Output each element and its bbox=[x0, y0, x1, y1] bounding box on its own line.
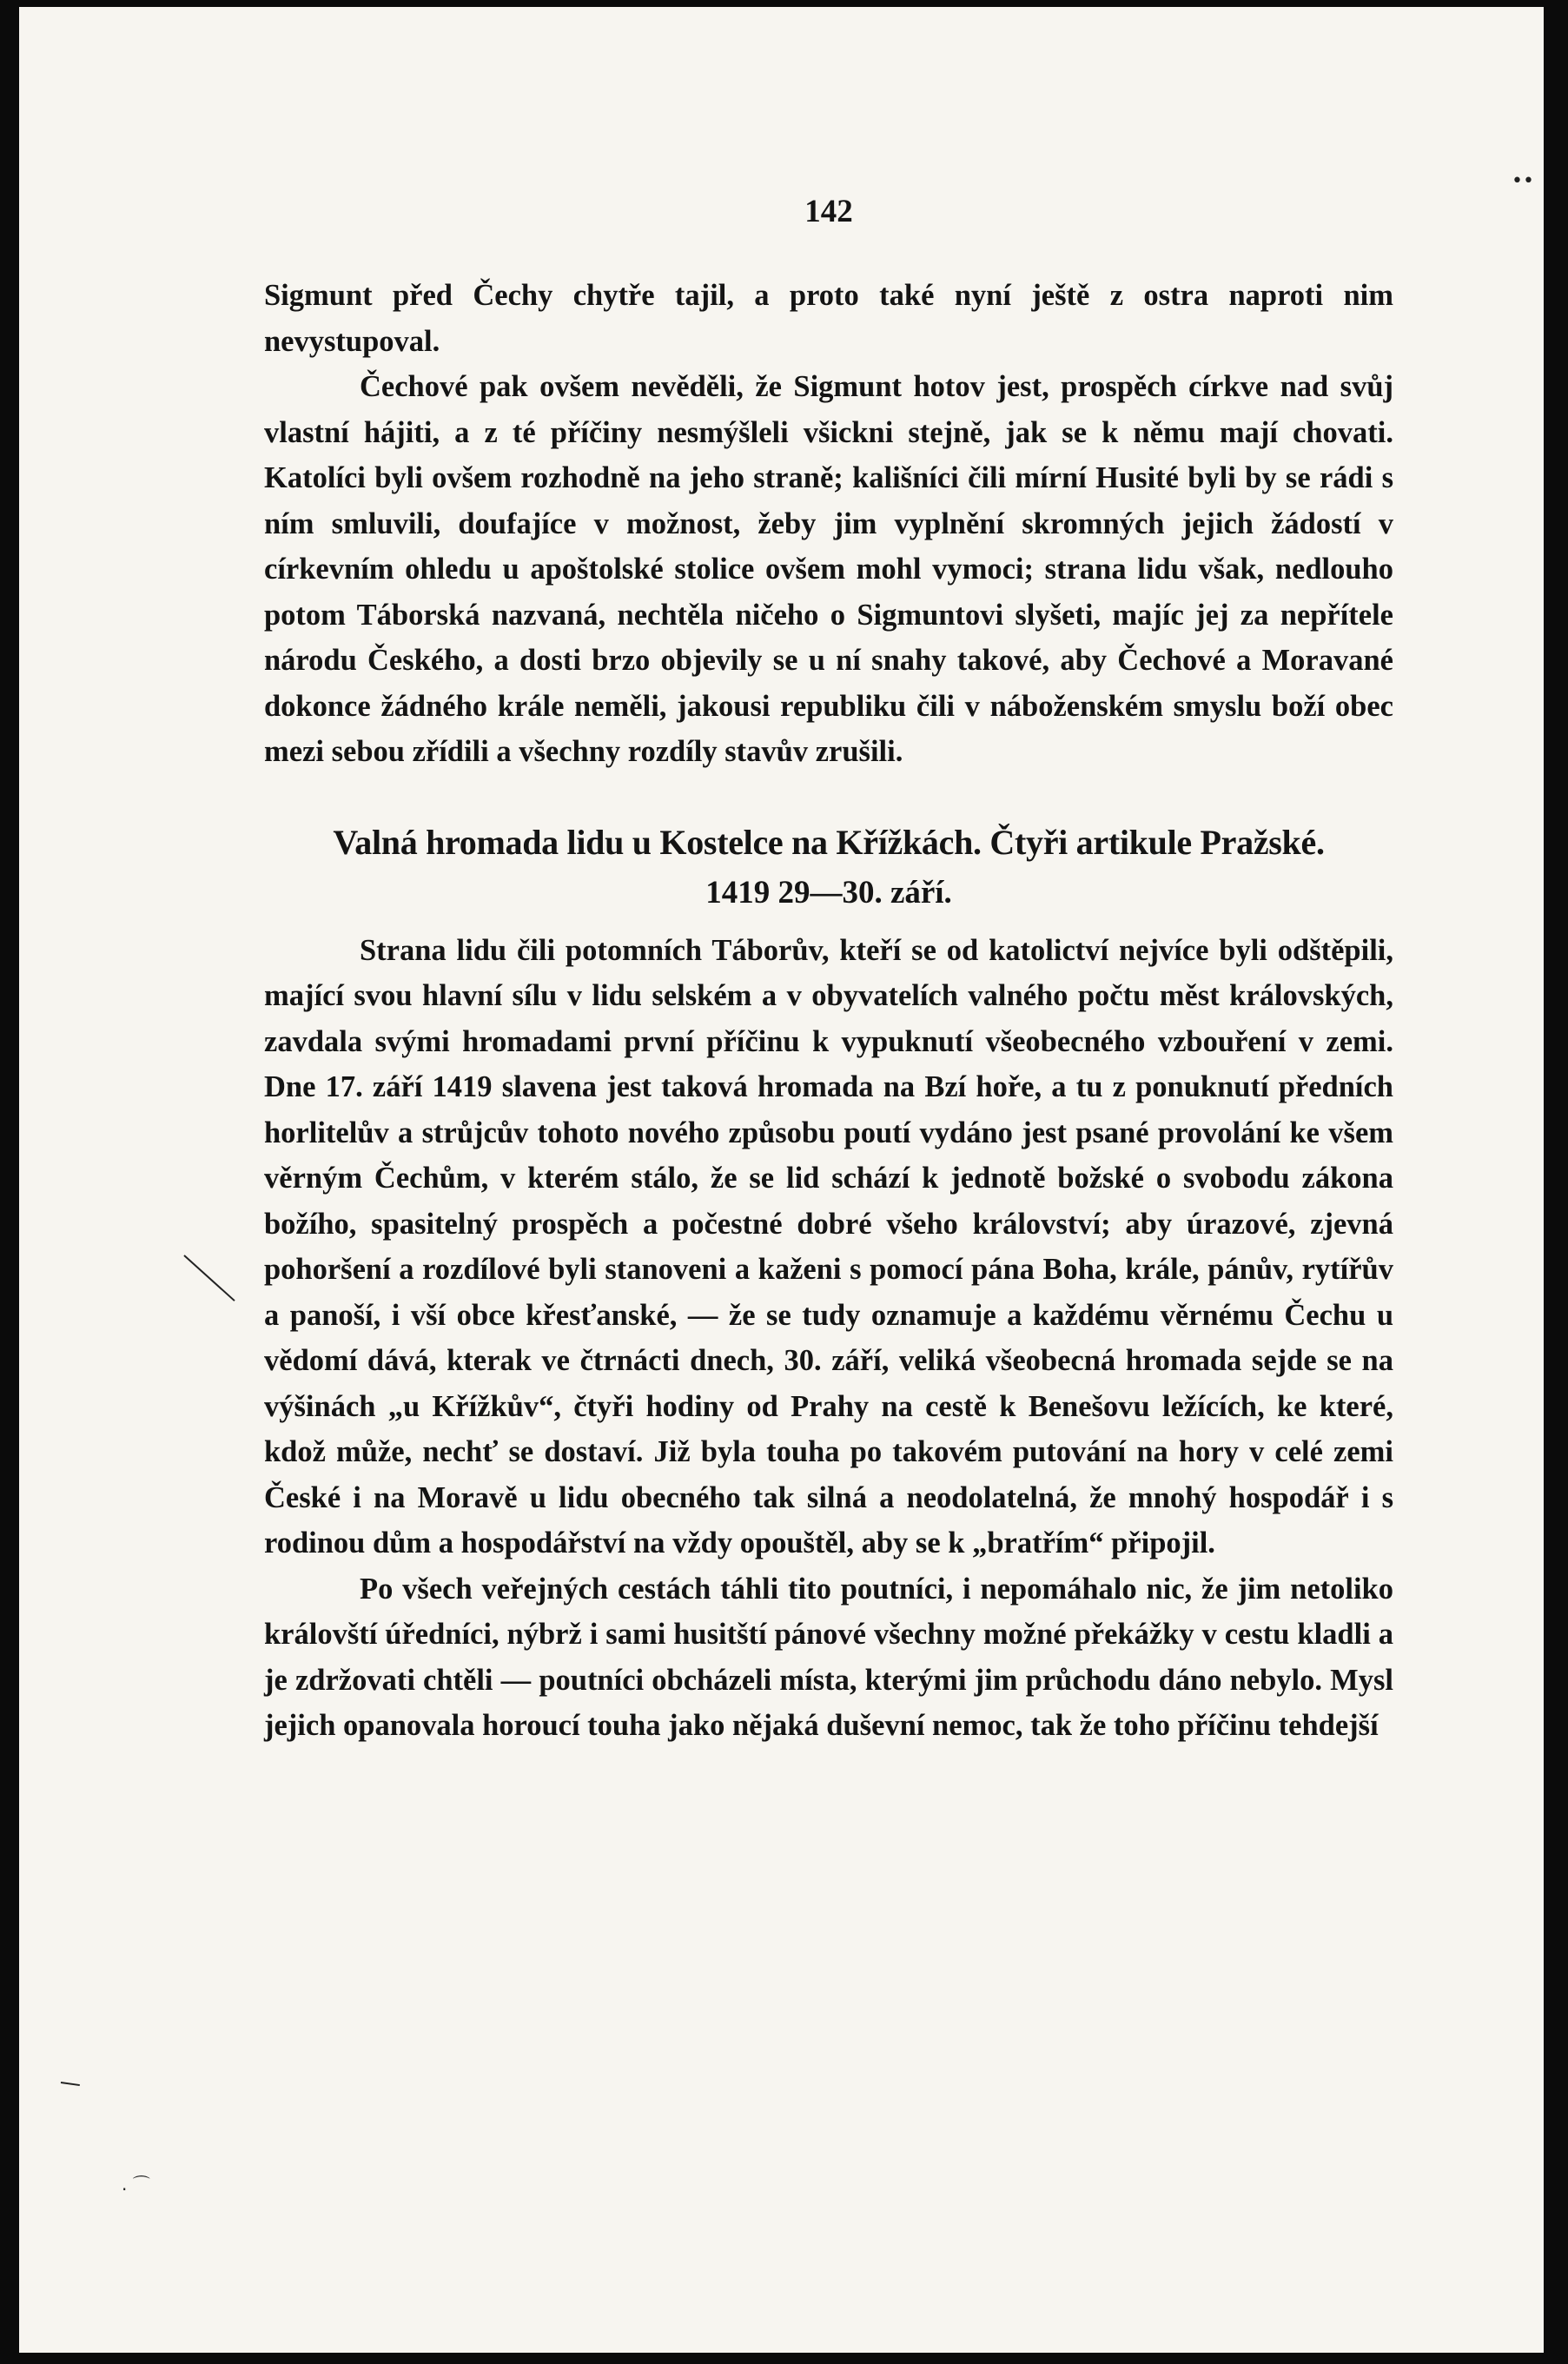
book-page bbox=[19, 7, 1544, 2353]
page-number: 142 bbox=[804, 194, 853, 229]
paragraph-2: Čechové pak ovšem nevěděli, že Sigmunt hotov jest, prospěch církve nad svůj vlastní hájiti, a z té příčiny nesmýšleli všickni stejně, jak se k němu mají chovati. Katolíci byli ovšem rozhodně na jeho straně; kališníci čili mírní Husité byli by se rádi s ním smluvili, doufajíce v možnost, žeby jim vyplnění skromných jejich žádostí v církevním ohledu u apoštolské stolice ovšem mohl vymoci; strana lidu však, nedlouho potom Táborská nazvaná, nechtěla ničeho o Sigmuntovi slyšeti, majíc jej za nepřítele národu Českého, a dosti brzo objevily se u ní snahy takové, aby Čechové a Moravané dokonce žádného krále neměli, jakousi republiku čili v náboženském smyslu boží obec mezi sebou zřídili a všechny rozdíly stavův zrušili. bbox=[264, 370, 1393, 768]
paragraph-4: Po všech veřejných cestách táhli tito poutníci, i nepomáhalo nic, že jim netoliko královští úředníci, nýbrž i sami husitští pánové všechny možné překážky v cestu kladli a je zdržovati chtěli — poutníci obcházeli místa, kterými jim průchodu dáno nebylo. Mysl jejich opanovala horoucí touha jako nějaká duševní nemoc, tak že toho příčinu tehdejší bbox=[264, 1572, 1393, 1742]
margin-dash-left bbox=[61, 2082, 80, 2086]
paragraph-1: Sigmunt před Čechy chytře tajil, a proto také nyní ještě z ostra naproti nim nevystupoval. bbox=[264, 279, 1393, 358]
paragraph-3: Strana lidu čili potomních Táborův, kteří se od katolictví nejvíce byli odštěpili, mající svou hlavní sílu v lidu selském a v obyvatelích valného počtu měst královských, zavdala svými hromadami první příčinu k vypuknutí všeobecného vzbouření v zemi. Dne 17. září 1419 slavena jest taková hromada na Bzí hoře, a tu z ponuknutí předních horlitelův a strůjcův tohoto nového způsobu poutí vydáno jest psané provolání ke všem věrným Čechům, v kterém stálo, že se lid schází k jednotě božské o svobodu zákona božího, spasitelný prospěch a počestné dobré všeho království; aby úrazové, zjevná pohoršení a rozdílové byli stanoveni a kaženi s pomocí pána Boha, krále, pánův, rytířův a panoší, i vší obce křesťanské, — že se tudy oznamuje a každému věrnému Čechu u vědomí dává, kterak ve čtrnácti dnech, 30. září, veliká všeobecná hromada sejde se na výšinách „u Křížkův“, čtyři hodiny od Prahy na cestě k Benešovu ležících, ke které, kdož může, nechť se dostaví. Již byla touha po takovém putování na hory v celé zemi České i na Moravě u lidu obecného tak silná a neodolatelná, že mnohý hospodář i s rodinou dům a hospodářství na vždy opouštěl, aby se k „bratřím“ připojil. bbox=[264, 933, 1393, 1559]
section-title: Valná hromada lidu u Kostelce na Křížkách. Čtyři artikule Pražské. bbox=[333, 822, 1325, 862]
margin-speck-bottom: . ⌒ bbox=[122, 2174, 150, 2195]
page-content bbox=[264, 189, 1393, 1749]
section-date: 1419 29—30. září. bbox=[705, 874, 952, 911]
margin-stroke-left bbox=[183, 1255, 235, 1301]
margin-speck-top: •• bbox=[1512, 170, 1534, 192]
